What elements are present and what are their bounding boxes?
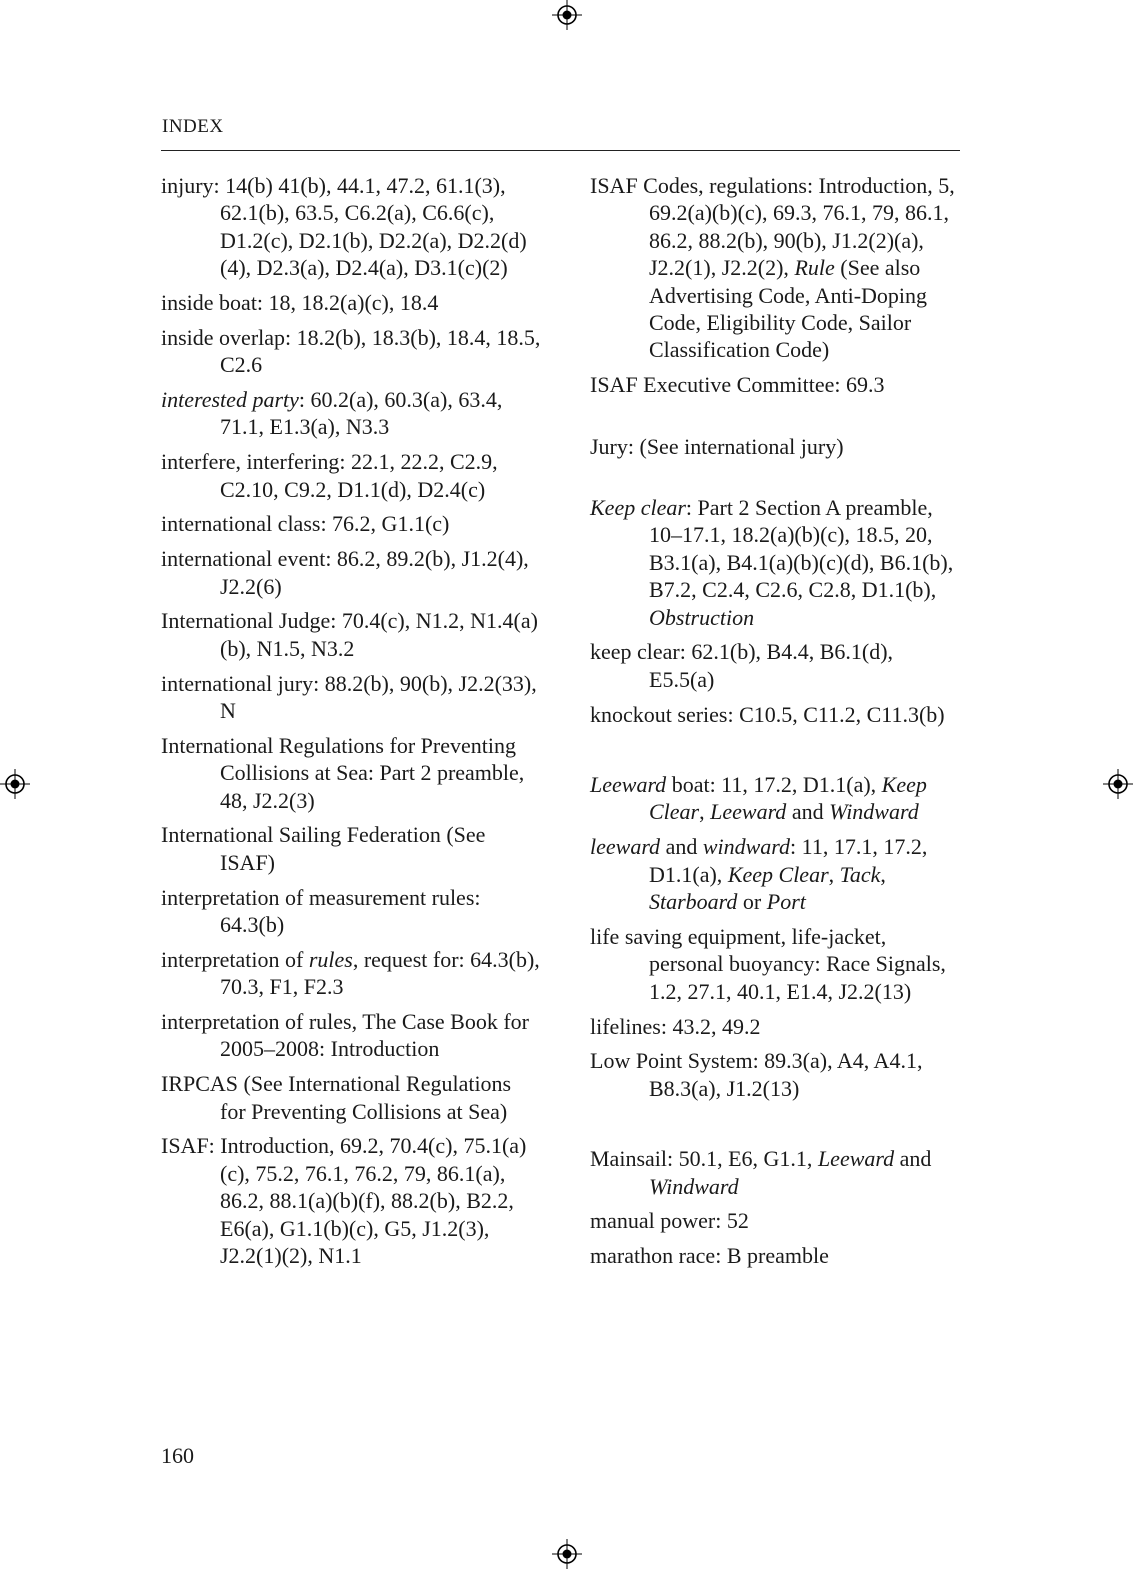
registration-mark-icon — [1103, 769, 1133, 799]
registration-mark-icon — [552, 0, 582, 30]
index-entry-keep-clear-defined: Keep clear: Part 2 Section A preamble, 10–17.1, 18.2(a)(b)(c), 18.5, 20, B3.1(a), B4.1(a)(b)(c)(d), B6.1(b), B7.2, C2.4, C2.6, C2.8, D1.1(b), Obstruction — [590, 495, 954, 630]
index-entry-leeward-windward: leeward and windward: 11, 17.1, 17.2, D1.1(a), Keep Clear, Tack, Starboard or Port — [590, 834, 928, 915]
defined-term: Obstruction — [649, 604, 755, 630]
index-entry-international-event: international event: 86.2, 89.2(b), J1.2(4), J2.2(6) — [161, 546, 529, 599]
index-entry-mainsail: Mainsail: 50.1, E6, G1.1, Leeward and Windward — [590, 1146, 932, 1199]
registration-mark-icon — [552, 1539, 582, 1569]
defined-term: Keep Clear — [727, 861, 829, 887]
index-entry-life-saving: life saving equipment, life-jacket, personal buoyancy: Race Signals, 1.2, 27.1, 40.1, E1.4, J2.2(13) — [590, 923, 946, 1004]
defined-term: Keep clear — [590, 495, 686, 521]
index-entry-inside-overlap: inside overlap: 18.2(b), 18.3(b), 18.4, 18.5, C2.6 — [161, 324, 541, 378]
index-entry-interfere: interfere, interfering: 22.1, 22.2, C2.9, C2.10, C9.2, D1.1(d), D2.4(c) — [161, 449, 498, 502]
defined-term: windward — [702, 834, 791, 860]
index-entry-manual-power: manual power: 52 — [590, 1208, 749, 1234]
index-entry-inside-boat: inside boat: 18, 18.2(a)(c), 18.4 — [161, 290, 439, 316]
defined-term: Windward — [829, 799, 919, 825]
defined-term: Tack — [839, 861, 881, 887]
index-column-left — [161, 172, 541, 1277]
index-entry-isaf-codes: ISAF Codes, regulations: Introduction, 5, 69.2(a)(b)(c), 69.3, 76.1, 79, 86.1, 86.2, 88.2(b), 90(b), J1.2(2)(a), J2.2(1), J2.2(2), Rule (See also Advertising Code, Anti-Doping Code, Eligibility Code, Sailor Classification Code) — [590, 173, 955, 363]
index-entry-keep-clear: keep clear: 62.1(b), B4.4, B6.1(d), E5.5(a) — [590, 639, 894, 692]
defined-term: Leeward — [817, 1146, 895, 1172]
index-entry-interpretation-case-book: interpretation of rules, The Case Book for 2005–2008: Introduction — [161, 1009, 529, 1062]
index-entry-isaf-executive-committee: ISAF Executive Committee: 69.3 — [590, 372, 885, 398]
index-entry-marathon-race: marathon race: B preamble — [590, 1243, 829, 1269]
index-entry-injury: injury: 14(b) 41(b), 44.1, 47.2, 61.1(3), 62.1(b), 63.5, C6.2(a), C6.6(c), D1.2(c), D2.1(b), D2.2(a), D2.2(d)(4), D2.3(a), D2.4(a), D3.1(c)(2) — [161, 173, 527, 281]
defined-term: leeward — [590, 834, 661, 860]
index-entry-jury: Jury: (See international jury) — [590, 433, 844, 459]
defined-term: interested party — [161, 387, 299, 413]
defined-term: Windward — [649, 1173, 739, 1199]
index-entry-irpcas: IRPCAS (See International Regulations for Preventing Collisions at Sea) — [161, 1071, 512, 1124]
index-entry-international-jury: international jury: 88.2(b), 90(b), J2.2(33), N — [161, 670, 537, 724]
index-entry-knockout-series: knockout series: C10.5, C11.2, C11.3(b) — [590, 701, 945, 727]
defined-term: Rule — [794, 255, 835, 281]
index-entry-lifelines: lifelines: 43.2, 49.2 — [590, 1013, 761, 1039]
defined-term: Starboard — [649, 889, 738, 915]
running-head: INDEX — [162, 116, 224, 137]
header-rule — [161, 150, 960, 151]
index-entry-international-judge: International Judge: 70.4(c), N1.2, N1.4(a)(b), N1.5, N3.2 — [161, 608, 538, 661]
index-entry-leeward-boat: Leeward boat: 11, 17.2, D1.1(a), Keep Clear, Leeward and Windward — [590, 772, 927, 825]
index-entry-interpretation-rules-request: interpretation of rules, request for: 64.3(b), 70.3, F1, F2.3 — [161, 946, 540, 1000]
page-number: 160 — [161, 1443, 194, 1468]
index-entry-international-sailing-federation: International Sailing Federation (See ISAF) — [161, 822, 486, 875]
index-entry-interpretation-measurement: interpretation of measurement rules: 64.3(b) — [161, 884, 481, 938]
index-entry-interested-party: interested party: 60.2(a), 60.3(a), 63.4, 71.1, E1.3(a), N3.3 — [161, 387, 503, 440]
defined-term: Leeward — [590, 772, 667, 798]
registration-mark-icon — [0, 769, 30, 799]
index-entry-international-class: international class: 76.2, G1.1(c) — [161, 511, 450, 537]
index-entry-irpcas-full: International Regulations for Preventing Collisions at Sea: Part 2 preamble, 48, J2.2(3) — [161, 732, 525, 813]
index-column-right — [590, 172, 962, 1277]
index-entry-isaf: ISAF: Introduction, 69.2, 70.4(c), 75.1(a)(c), 75.2, 76.1, 76.2, 79, 86.1(a), 86.2, 88.1(a)(b)(f), 88.2(b), B2.2, E6(a), G1.1(b)(c), G5, J1.2(3), J2.2(1)(2), N1.1 — [161, 1133, 527, 1269]
defined-term: Port — [766, 889, 806, 915]
index-entry-low-point-system: Low Point System: 89.3(a), A4, A4.1, B8.3(a), J1.2(13) — [590, 1048, 923, 1101]
defined-term: Leeward — [710, 799, 787, 825]
defined-term: rules — [308, 946, 353, 972]
defined-term: Keep Clear — [649, 772, 927, 825]
